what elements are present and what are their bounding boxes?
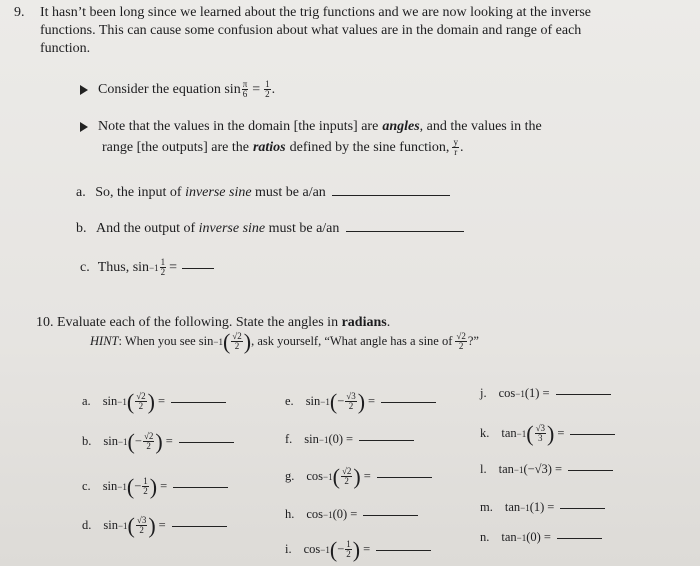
item-answer-blank[interactable] [179, 441, 234, 443]
item-label: a. [82, 394, 91, 408]
item-function: tan [498, 462, 514, 476]
q9c-text: Thus, sin [97, 259, 150, 275]
item-answer-blank[interactable] [556, 393, 611, 395]
bullet2-line2-a: range [the outputs] are the [102, 139, 249, 155]
q9-number: 9. [14, 5, 25, 20]
q9-bullet1 [80, 80, 275, 99]
item-function: cos [306, 507, 324, 521]
fraction-denominator: 2 [139, 525, 144, 535]
q10-number: 10. [36, 315, 54, 330]
item-label: c. [82, 479, 91, 493]
item-label: f. [285, 432, 293, 446]
item-sup: −1 [520, 502, 530, 513]
item-equals: = [542, 386, 550, 400]
q9-line1: It hasn’t been long since we learned about the trig functions and we are now looking at the inverse [40, 5, 592, 20]
item-function: sin [305, 394, 321, 408]
fraction-numerator: √3 [535, 423, 546, 433]
hint-frac: $\frac{√2}{2}$ [232, 331, 242, 351]
q10-item-g [285, 463, 432, 489]
item-fraction [136, 516, 147, 535]
item-fraction [143, 432, 154, 451]
fraction-numerator: 1 [143, 476, 148, 486]
item-answer-blank[interactable] [381, 401, 436, 403]
item-sign: − [134, 479, 142, 493]
item-fraction [345, 392, 356, 411]
item-sup: −1 [117, 520, 128, 531]
q9b-text-1: And the output of [96, 221, 196, 236]
item-label: i. [285, 542, 292, 556]
item-label: h. [285, 507, 295, 521]
item-label: m. [480, 500, 493, 514]
fraction-denominator: 2 [346, 549, 351, 559]
q10-radians: radians [341, 315, 387, 330]
q9-line3: function. [40, 41, 91, 56]
fraction-denominator: 2 [348, 401, 354, 411]
item-fraction [142, 477, 149, 496]
q10-title-a: Evaluate each of the following. State the angles in [57, 315, 339, 330]
q9c [80, 258, 214, 277]
hint-label: HINT [90, 334, 119, 348]
bullet2-text-c: , and the values in the [419, 119, 542, 134]
item-function: tan [504, 500, 521, 514]
item-argument: (0) [328, 432, 344, 446]
q9a-inverse-sine: inverse sine [185, 185, 252, 200]
q9c-equals: = [169, 259, 178, 275]
right-paren: ) [149, 473, 158, 499]
item-label: d. [82, 518, 92, 532]
q9-line2: functions. This can cause some confusion about what values are in the domain and range of each [40, 23, 582, 38]
item-function: sin [304, 432, 319, 446]
left-paren: ( [127, 428, 135, 454]
item-sup: −1 [320, 396, 330, 407]
item-equals: = [557, 426, 565, 440]
right-paren: ) [353, 463, 361, 489]
item-argument: (−√3) [523, 462, 552, 476]
item-equals: = [157, 394, 166, 408]
right-paren: ) [357, 388, 366, 414]
item-equals: = [165, 434, 173, 448]
bullet1-period: . [271, 81, 276, 97]
hint-text-b: , ask yourself, “What angle has a sine of [251, 334, 453, 348]
item-sup: −1 [320, 544, 330, 555]
fraction-numerator: √2 [341, 466, 352, 476]
item-function: cos [498, 386, 516, 400]
item-sign: − [337, 394, 345, 408]
bullet1-equals: = [252, 81, 261, 97]
hint-text-a: : When you see sin [118, 334, 214, 348]
right-paren: ) [148, 512, 156, 538]
bullet1-frac-pi6: $\frac{\pi}{6}$ [242, 79, 248, 99]
item-function: cos [306, 469, 324, 483]
item-function: sin [103, 434, 118, 448]
q9b [76, 220, 464, 238]
hint-sup: −1 [213, 336, 223, 347]
q10-item-b [82, 428, 234, 454]
q10-item-f [285, 432, 414, 447]
item-answer-blank[interactable] [560, 507, 605, 509]
item-function: tan [501, 530, 517, 544]
item-function: sin [103, 518, 118, 532]
q9c-sup: −1 [149, 262, 159, 273]
fraction-numerator: 1 [346, 539, 351, 549]
item-label: g. [285, 469, 295, 483]
q10-item-a [82, 388, 226, 414]
right-paren: ) [147, 388, 155, 414]
q10-title [36, 314, 390, 332]
bullet2-frac-yr: $\frac{y}{r}$ [453, 137, 458, 157]
item-answer-blank[interactable] [570, 433, 615, 435]
q10-item-e [285, 388, 436, 414]
item-equals: = [160, 479, 168, 493]
q9a [76, 184, 450, 202]
item-equals: = [363, 542, 371, 556]
item-sup: −1 [323, 471, 333, 482]
q9-bullet2-line2 [102, 138, 463, 157]
q10-item-d [82, 512, 227, 538]
bullet-arrow-icon [80, 85, 88, 95]
item-sup: −1 [323, 509, 333, 520]
q10-item-j [480, 386, 611, 401]
fraction-denominator: 2 [146, 441, 151, 451]
q10-item-c [82, 473, 228, 499]
q10-item-m [480, 500, 605, 515]
q9b-text-3: must be a/an [268, 221, 340, 236]
fraction-denominator: 3 [538, 433, 543, 443]
q10-item-l [480, 462, 613, 477]
item-fraction [341, 467, 352, 486]
item-function: cos [303, 542, 321, 556]
item-equals: = [350, 507, 358, 521]
q10-title-period: . [386, 315, 391, 330]
right-paren: ) [547, 420, 555, 446]
item-sup: −1 [117, 436, 128, 447]
fraction-denominator: 2 [344, 476, 349, 486]
item-answer-blank[interactable] [171, 401, 226, 403]
item-equals: = [346, 432, 354, 446]
bullet2-text-a: Note that the values in the domain [the inputs] are [98, 119, 379, 134]
q9a-label: a. [76, 185, 86, 200]
item-equals: = [543, 530, 551, 544]
q10-item-n [480, 530, 602, 545]
item-argument: (1) [529, 500, 545, 514]
q9-bullet2 [80, 118, 542, 136]
q9a-text-3: must be a/an [255, 185, 326, 200]
item-function: sin [102, 394, 118, 408]
q9a-answer-blank[interactable] [332, 194, 450, 196]
item-sup: −1 [516, 428, 527, 439]
item-sup: −1 [117, 481, 127, 492]
bullet2-line2-c: defined by the sine function, [289, 139, 450, 155]
item-answer-blank[interactable] [359, 439, 414, 441]
q9b-answer-blank[interactable] [346, 230, 464, 232]
right-paren: ) [155, 428, 163, 454]
item-answer-blank[interactable] [173, 486, 228, 488]
left-paren: ( [126, 473, 135, 499]
hint-text-c: ?” [467, 334, 479, 348]
fraction-denominator: 2 [138, 401, 144, 411]
item-label: k. [480, 426, 490, 440]
bullet1-frac-half: $\frac{1}{2}$ [265, 79, 270, 99]
q9a-text-1: So, the input of [95, 185, 182, 200]
bullet1-text: Consider the equation sin [98, 81, 241, 97]
item-sup: −1 [516, 532, 527, 543]
item-sup: −1 [318, 434, 329, 445]
left-paren: ( [127, 512, 135, 538]
item-function: tan [501, 426, 517, 440]
item-sign: − [134, 434, 142, 448]
item-sup: −1 [117, 396, 127, 407]
item-label: j. [480, 386, 487, 400]
hint-frac-2: $\frac{√2}{2}$ [456, 331, 466, 351]
q9c-label: c. [80, 259, 90, 275]
item-answer-blank[interactable] [172, 525, 227, 527]
item-equals: = [363, 469, 371, 483]
left-paren: ( [329, 536, 338, 562]
bullet2-ratios: ratios [252, 139, 286, 155]
left-paren: ( [526, 420, 534, 446]
item-fraction [345, 540, 352, 559]
item-equals: = [368, 394, 376, 408]
q10-item-h [285, 507, 418, 522]
item-equals: = [554, 462, 563, 476]
item-fraction [135, 392, 146, 411]
item-label: b. [82, 434, 92, 448]
item-fraction [535, 424, 546, 443]
fraction-numerator: √3 [346, 391, 356, 401]
fraction-numerator: √3 [136, 515, 147, 525]
item-equals: = [158, 518, 166, 532]
item-answer-blank[interactable] [557, 537, 602, 539]
item-answer-blank[interactable] [377, 476, 432, 478]
item-answer-blank[interactable] [376, 549, 431, 551]
q10-item-i [285, 536, 431, 562]
bullet2-period: . [459, 139, 464, 155]
item-equals: = [547, 500, 555, 514]
item-answer-blank[interactable] [568, 469, 613, 471]
item-sup: −1 [513, 464, 524, 475]
q9b-inverse-sine: inverse sine [198, 221, 266, 236]
item-label: e. [285, 394, 294, 408]
item-argument: (0) [526, 530, 541, 544]
item-sup: −1 [515, 388, 525, 399]
item-label: l. [480, 462, 487, 476]
fraction-numerator: √2 [136, 391, 146, 401]
left-paren: ( [332, 463, 340, 489]
item-sign: − [337, 542, 345, 556]
fraction-denominator: 2 [143, 486, 148, 496]
q10-hint: HINT : When you see sin −1 ( $\frac{√2}{2}$ ) , ask yourself, “What angle has a sine of $\frac{√2}{2}$ ?” [90, 328, 479, 354]
item-argument: (0) [332, 507, 348, 521]
item-label: n. [480, 530, 490, 544]
left-paren: ( [329, 388, 338, 414]
q10-item-k [480, 420, 615, 446]
item-answer-blank[interactable] [363, 514, 418, 516]
bullet-arrow-icon [80, 122, 88, 132]
item-argument: (1) [524, 386, 540, 400]
right-paren: ) [352, 536, 361, 562]
fraction-numerator: √2 [143, 431, 154, 441]
q9c-frac: $\frac{1}{2}$ [160, 257, 166, 277]
bullet2-angles: angles [382, 119, 420, 134]
q9b-label: b. [76, 221, 87, 236]
q9c-answer-blank[interactable] [182, 267, 214, 269]
item-function: sin [102, 479, 118, 493]
left-paren: ( [126, 388, 135, 414]
